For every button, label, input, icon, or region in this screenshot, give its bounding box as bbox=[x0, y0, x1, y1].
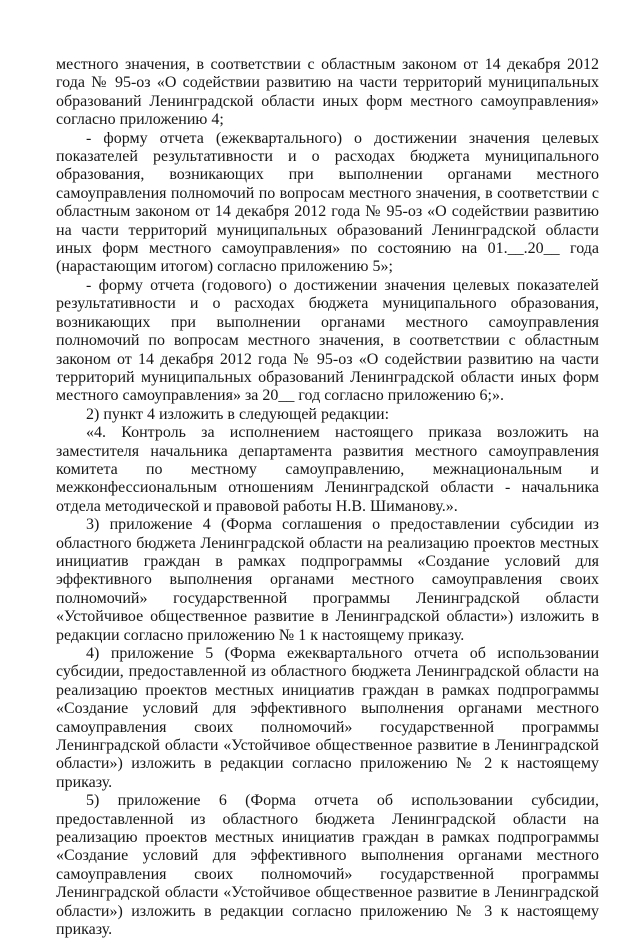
paragraph-item-4-text: «4. Контроль за исполнением настоящего приказа возложить на заместителя начальника департамента развития местного самоуправления комитета по местному самоуправлению, межнациональным и межконфессиональным отношениям Ленинградской области - начальника отдела методической и правовой работы Н.В. Шиманову.». bbox=[56, 424, 599, 515]
paragraph-item-2: 2) пункт 4 изложить в следующей редакции: bbox=[86, 405, 390, 423]
paragraph-continuation: местного значения, в соответствии с областным законом от 14 декабря 2012 года № 95-оз «О содействии развитию на части территорий муниципальных образований Ленинградской области иных форм местного самоуправления» согласно приложению 4; bbox=[56, 56, 599, 129]
paragraph-quarterly-report-form: - форму отчета (ежеквартального) о достижении значения целевых показателей результативности и о расходах бюджета муниципального образования, возникающих при выполнении органами местного самоуправления полномочий по вопросам местного значения, в соответствии с областным законом от 14 декабря 2012 года № 95-оз «О содействии развитию на части территорий муниципальных образований Ленинградской области иных форм местного самоуправления» по состоянию на 01.__.20__ года (нарастающим итогом) согласно приложению 5»; bbox=[56, 129, 599, 276]
paragraph-item-3: 3) приложение 4 (Форма соглашения о предоставлении субсидии из областного бюджета Ленинградской области на реализацию проектов местных инициатив граждан в рамках подпрограммы «Создание условий для эффективного выполнения органами местного самоуправления своих полномочий» государственной программы Ленинградской области «Устойчивое общественное развитие в Ленинградской области») изложить в редакции согласно приложению № 1 к настоящему приказу. bbox=[56, 516, 599, 644]
document-body bbox=[56, 56, 599, 940]
paragraph-item-4: 4) приложение 5 (Форма ежеквартального отчета об использовании субсидии, предоставленной из областного бюджета Ленинградской области на реализацию проектов местных инициатив граждан в рамках подпрограммы «Создание условий для эффективного выполнения органами местного самоуправления своих полномочий» государственной программы Ленинградской области «Устойчивое общественное развитие в Ленинградской области») изложить в редакции согласно приложению № 2 к настоящему приказу. bbox=[56, 645, 599, 791]
paragraph-annual-report-form: - форму отчета (годового) о достижении значения целевых показателей результативности и о расходах бюджета муниципального образования, возникающих при выполнении органами местного самоуправления полномочий по вопросам местного значения, в соответствии с областным законом от 14 декабря 2012 года № 95-оз «О содействии развитию на части территорий муниципальных образований Ленинградской области иных форм местного самоуправления» за 20__ год согласно приложению 6;». bbox=[56, 276, 599, 405]
paragraph-item-5: 5) приложение 6 (Форма отчета об использовании субсидии, предоставленной из областного бюджета Ленинградской области на реализацию проектов местных инициатив граждан в рамках подпрограммы «Создание условий для эффективного выполнения органами местного самоуправления своих полномочий» государственной программы Ленинградской области «Устойчивое общественное развитие в Ленинградской области») изложить в редакции согласно приложению № 3 к настоящему приказу. bbox=[56, 792, 599, 939]
